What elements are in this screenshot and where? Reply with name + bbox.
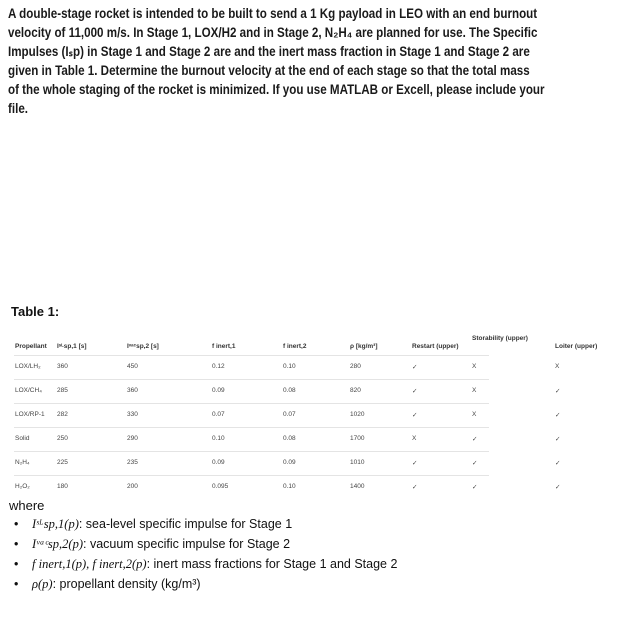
- table-cell: X: [472, 387, 477, 394]
- where-label: where: [9, 498, 45, 513]
- table-cell: 290: [127, 435, 138, 442]
- table-cell: 280: [350, 363, 361, 370]
- table-cell: 450: [127, 363, 138, 370]
- table-cell: X: [555, 363, 560, 370]
- column-header: f inert,1: [212, 343, 236, 350]
- table-cell: 0.07: [283, 411, 296, 418]
- table-cell: ✓: [412, 412, 418, 419]
- table-cell: 1020: [350, 411, 365, 418]
- definition-text: : vacuum specific impulse for Stage 2: [83, 537, 291, 551]
- table-cell: 1010: [350, 459, 365, 466]
- table-title: Table 1:: [11, 304, 60, 319]
- table-cell: X: [472, 411, 477, 418]
- problem-line: velocity of 11,000 m/s. In Stage 1, LOX/H2 and in Stage 2, N₂H₄ are planned for use. The Specific: [8, 25, 538, 40]
- row-divider: [14, 403, 489, 404]
- table-cell: N₂H₄: [15, 459, 30, 466]
- column-header: ρ [kg/m³]: [350, 343, 378, 350]
- column-header: Restart (upper): [412, 343, 459, 350]
- definition-text: : propellant density (kg/m³): [52, 577, 201, 591]
- column-header: Iᵛᵃᶜsp,2 [s]: [127, 343, 159, 350]
- definition-text: : sea-level specific impulse for Stage 1: [78, 517, 293, 531]
- definition-symbol: f inert,1(p), f inert,2(p): [32, 557, 147, 571]
- table-cell: 0.08: [283, 435, 296, 442]
- table-cell: 180: [57, 483, 68, 490]
- table-cell: 282: [57, 411, 68, 418]
- table-cell: ✓: [555, 388, 561, 395]
- propellant-table: [0, 330, 633, 500]
- column-header: Loiter (upper): [555, 343, 598, 350]
- table-cell: ✓: [555, 484, 561, 491]
- row-divider: [14, 355, 489, 356]
- definition-text: : inert mass fractions for Stage 1 and Stage 2: [146, 557, 398, 571]
- table-cell: 225: [57, 459, 68, 466]
- table-cell: X: [472, 363, 477, 370]
- table-cell: H₂O₂: [15, 483, 30, 490]
- table-cell: Solid: [15, 435, 30, 442]
- column-header: Storability (upper): [472, 335, 528, 342]
- column-header: Iˢᴸsp,1 [s]: [57, 343, 87, 350]
- row-divider: [14, 451, 489, 452]
- definition-symbol: Iᵛᵃᶜsp,2(p): [32, 537, 83, 551]
- table-cell: LOX/CH₄: [15, 387, 42, 394]
- table-cell: ✓: [412, 460, 418, 467]
- table-cell: 0.09: [212, 387, 225, 394]
- definitions-list: [14, 514, 397, 594]
- definition-item: • ρ(p): propellant density (kg/m³): [14, 577, 201, 591]
- table-cell: ✓: [412, 364, 418, 371]
- table-cell: ✓: [472, 460, 478, 467]
- table-cell: ✓: [412, 388, 418, 395]
- table-cell: 0.10: [283, 483, 296, 490]
- problem-line: given in Table 1. Determine the burnout velocity at the end of each stage so that the total mass: [8, 63, 530, 78]
- table-cell: 0.10: [283, 363, 296, 370]
- table-cell: ✓: [555, 412, 561, 419]
- table-cell: ✓: [555, 460, 561, 467]
- row-divider: [14, 475, 489, 476]
- table-cell: 1700: [350, 435, 365, 442]
- definition-item: • f inert,1(p), f inert,2(p): inert mass fractions for Stage 1 and Stage 2: [14, 557, 398, 571]
- table-cell: 285: [57, 387, 68, 394]
- definition-item: • Iᵛᵃᶜsp,2(p): vacuum specific impulse for Stage 2: [14, 537, 291, 551]
- problem-line: file.: [8, 101, 29, 116]
- problem-line: A double-stage rocket is intended to be built to send a 1 Kg payload in LEO with an end burnout: [8, 6, 538, 21]
- table-cell: 330: [127, 411, 138, 418]
- column-header: f inert,2: [283, 343, 307, 350]
- table-cell: LOX/LH₂: [15, 363, 41, 370]
- table-cell: 0.12: [212, 363, 225, 370]
- table-cell: 1400: [350, 483, 365, 490]
- table-cell: ✓: [472, 436, 478, 443]
- table-cell: 0.08: [283, 387, 296, 394]
- problem-line: of the whole staging of the rocket is minimized. If you use MATLAB or Excell, please include your: [8, 82, 545, 97]
- problem-statement: [8, 4, 632, 118]
- table-cell: 820: [350, 387, 361, 394]
- table-cell: ✓: [412, 484, 418, 491]
- problem-line: Impulses (Iₛp) in Stage 1 and Stage 2 are and the inert mass fraction in Stage 1 and Stage 2 are: [8, 44, 530, 59]
- table-cell: 235: [127, 459, 138, 466]
- table-cell: 360: [57, 363, 68, 370]
- table-cell: ✓: [555, 436, 561, 443]
- table-cell: 360: [127, 387, 138, 394]
- table-cell: 0.09: [212, 459, 225, 466]
- table-cell: 250: [57, 435, 68, 442]
- definition-symbol: Iˢᴸsp,1(p): [32, 517, 79, 531]
- definition-symbol: ρ(p): [32, 577, 53, 591]
- table-cell: ✓: [472, 484, 478, 491]
- table-cell: 0.095: [212, 483, 229, 490]
- definition-item: • Iˢᴸsp,1(p): sea-level specific impulse for Stage 1: [14, 517, 293, 531]
- column-header: Propellant: [15, 343, 47, 350]
- table-cell: 0.10: [212, 435, 225, 442]
- table-cell: 0.07: [212, 411, 225, 418]
- table-cell: 200: [127, 483, 138, 490]
- table-cell: X: [412, 435, 417, 442]
- row-divider: [14, 427, 489, 428]
- table-cell: LOX/RP-1: [15, 411, 45, 418]
- table-cell: 0.09: [283, 459, 296, 466]
- row-divider: [14, 379, 489, 380]
